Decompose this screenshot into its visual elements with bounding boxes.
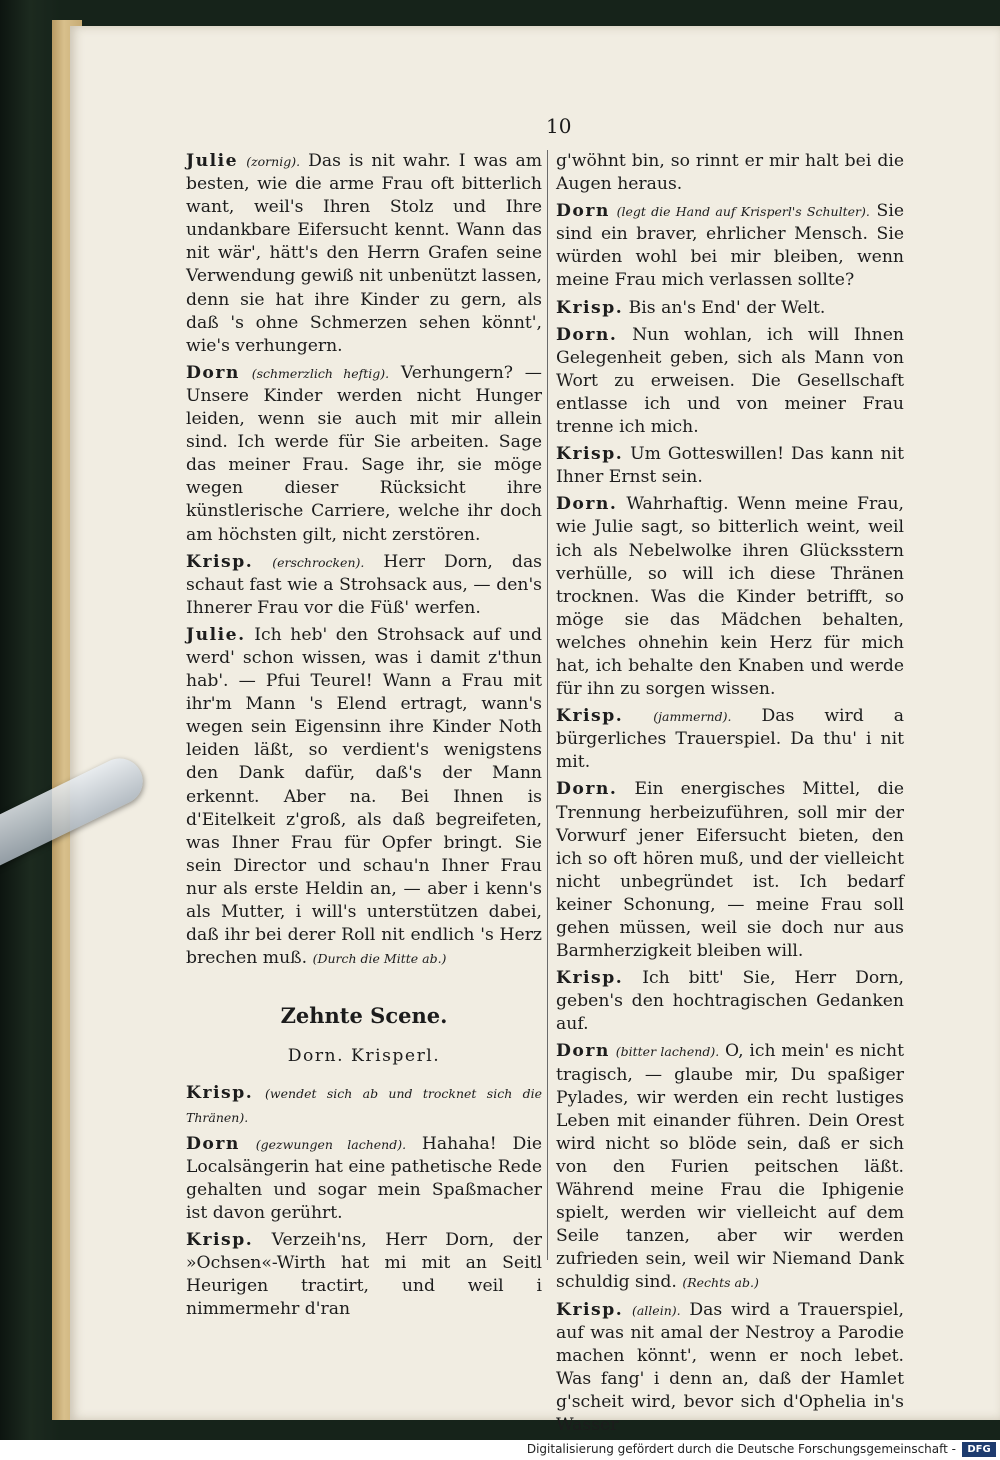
speaker-name: Krisp.	[186, 1083, 254, 1104]
speaker-name: Dorn.	[556, 779, 618, 800]
dfg-logo: DFG	[962, 1442, 996, 1457]
dialogue-text: Verhungern? — Unsere Kinder werden nicht Hunger leiden, wenn sie auch mit mir allein sind. Ich werde für Sie arbeiten. Sage das meiner Frau. Sage ihr, sie möge wegen dieser Rücksicht ihre künstlerische Carriere, welche ihr doch am höchsten gilt, nicht zerstören.	[186, 362, 542, 545]
speaker-name: Julie	[186, 151, 239, 171]
dialogue-paragraph	[186, 1229, 542, 1321]
right-column	[556, 150, 904, 1441]
dialogue-text: Ich heb' den Strohsack auf und werd' schon wissen, was i damit z'thun hab'. — Pfui Teurel! Wann a Frau mit ihr'm Mann 's Elend ertragt, wann's wegen sein Eigensinn ihre Kinder Noth leiden läßt, so verdient's wenigstens den Dank dafür, daß's der Mann erkennt. Aber na. Bei Ihnen is d'Eitelkeit z'groß, als daß begreifeten, was Ihner Frau für Opfer bringt. Sie sein Director und schau'n Ihner Frau nur als erste Heldin an, — aber i kenn's als Mutter, i will's unterstützen dabei, daß ihr bei derer Roll nit endlich 's Herz brechen muß.	[186, 624, 542, 969]
stage-direction: (legt die Hand auf Krisperl's Schulter).	[616, 204, 870, 220]
dialogue-paragraph	[186, 362, 542, 547]
stage-direction: (schmerzlich heftig).	[251, 365, 390, 381]
dialogue-paragraph	[556, 705, 904, 774]
footer-credit: Digitalisierung gefördert durch die Deutsche Forschungsgemeinschaft -	[526, 1442, 956, 1456]
dialogue-text: Um Gotteswillen! Das kann nit Ihner Ernst sein.	[556, 444, 904, 488]
dialogue-text: Bis an's End' der Welt.	[628, 297, 826, 318]
dialogue-text: O, ich mein' es nicht tragisch, — glaube mir, Du spaßiger Pylades, wir werden ein recht lustiges Leben mit einander führen. Dein Orest wird nicht so blöde sein, daß er sich von den Furien peitschen läßt. Während meine Frau die Iphigenie spielt, werden wir vielleicht auf dem Seile tanzen, aber wir werden zufrieden sein, weil wir Niemand Dank schuldig sind.	[556, 1041, 904, 1293]
speaker-name: Krisp.	[556, 706, 624, 727]
speaker-name: Dorn	[556, 1041, 610, 1062]
speaker-name: Krisp.	[556, 1299, 624, 1320]
dialogue-paragraph	[556, 493, 904, 701]
dialogue-text: Das is nit wahr. I was am besten, wie die arme Frau oft bitterlich want, weil's Ihren Stolz und Ihre undankbare Eifersucht kennt. Wann das nit wär', hätt's den Herrn Grafen seine Verwendung gewiß nit unbenützt lassen, denn sie hat ihre Kinder zu gern, als daß 's ohne Schmerzen sehen könnt', wie's verhungern.	[186, 151, 543, 356]
stage-direction: (wendet sich ab und trocknet sich die Thränen).	[186, 1086, 542, 1125]
footer-bar	[0, 1440, 1000, 1460]
dialogue-paragraph	[186, 551, 542, 620]
scene-characters: Dorn. Krisperl.	[287, 1046, 441, 1067]
speaker-name: Dorn.	[556, 324, 618, 345]
dialogue-paragraph	[556, 324, 904, 439]
dialogue-text: Verzeih'ns, Herr Dorn, der »Ochsen«-Wirth hat mi mit an Seitl Heurigen tractirt, und weil i nimmermehr d'ran	[186, 1230, 543, 1320]
dialogue-paragraph	[186, 624, 542, 970]
exit-direction: (Rechts ab.)	[682, 1275, 759, 1291]
dialogue-text: Nun wohlan, ich will Ihnen Gelegenheit geben, sich als Mann von Wort zu erweisen. Die Gesellschaft entlasse ich und von meiner Frau trenne ich mich.	[556, 324, 904, 438]
dialogue-text: Ich bitt' Sie, Herr Dorn, geben's den hochtragischen Gedanken auf.	[556, 968, 904, 1035]
dialogue-paragraph	[556, 150, 904, 196]
speaker-name: Dorn.	[556, 494, 618, 515]
dialogue-paragraph	[556, 297, 904, 320]
dialogue-text: Sie sind ein braver, ehrlicher Mensch. Sie würden wohl bei mir bleiben, wenn meine Frau mich verlassen sollte?	[556, 201, 904, 291]
speaker-name: Dorn	[556, 201, 610, 222]
dialogue-paragraph	[556, 967, 904, 1036]
dialogue-text: g'wöhnt bin, so rinnt er mir halt bei die Augen heraus.	[556, 151, 904, 195]
stage-direction: (jammernd).	[653, 709, 732, 725]
dialogue-text: Das wird a bürgerliches Trauerspiel. Da thu' i nit mit.	[556, 706, 905, 773]
stage-direction: (zornig).	[246, 154, 301, 169]
stage-direction: (erschrocken).	[272, 554, 365, 570]
dialogue-text: Das wird a Trauerspiel, auf was nit amal der Nestroy a Parodie machen könnt', wenn er noch lebet. Was fang' i denn an, daß der Hamlet g'scheit wird, bevor sich d'Ophelia in's Wasser	[556, 1299, 904, 1435]
exit-direction: (Durch die Mitte ab.)	[312, 951, 447, 967]
speaker-name: Krisp.	[186, 1230, 254, 1251]
stage-direction: (allein).	[631, 1302, 681, 1318]
dialogue-paragraph	[556, 778, 904, 963]
dialogue-text: Wahrhaftig. Wenn meine Frau, wie Julie sagt, so bitterlich weint, weil ich als Nebelwolke ihren Glücksstern verhülle, so will ich diese Thränen trocknen. Was die Kinder betrifft, so möge sie das Mädchen behalten, welches ohnehin kein Herz für mich hat, ich behalte den Knaben und werde für ihn zu sorgen wissen.	[556, 494, 904, 700]
dialogue-paragraph	[556, 1299, 904, 1438]
speaker-name: Julie.	[186, 624, 246, 645]
dialogue-paragraph	[186, 1082, 542, 1128]
speaker-name: Dorn	[186, 362, 240, 383]
column-divider	[547, 150, 548, 1260]
speaker-name: Krisp.	[556, 297, 624, 318]
dialogue-paragraph	[556, 200, 904, 292]
speaker-name: Krisp.	[556, 444, 624, 465]
dialogue-paragraph	[186, 150, 542, 358]
dialogue-text: Ein energisches Mittel, die Trennung herbeizuführen, soll mir der Vorwurf jener Eifersucht bieten, den ich so oft hören muß, und der vielleicht nicht unbegründet ist. Ich bedarf keiner Schonung, — meine Frau soll gehen müssen, weil sie doch nur aus Barmherzigkeit bleiben will.	[556, 779, 904, 962]
stage-direction: (bitter lachend).	[615, 1044, 720, 1060]
dialogue-text: Hahaha! Die Localsängerin hat eine pathetische Rede gehalten und sogar mein Spaßmacher ist davon gerührt.	[186, 1133, 542, 1223]
speaker-name: Krisp.	[186, 551, 254, 572]
dialogue-paragraph	[556, 1040, 904, 1294]
stage-direction: (gezwungen lachend).	[255, 1136, 407, 1152]
speaker-name: Krisp.	[556, 968, 624, 989]
scene-title: Zehnte Scene.	[280, 1003, 448, 1029]
dialogue-text: Herr Dorn, das schaut fast wie a Strohsack aus, — den's Ihnerer Frau vor die Füß' werfen.	[186, 551, 543, 618]
dialogue-paragraph	[186, 1133, 542, 1225]
dialogue-paragraph	[556, 443, 904, 489]
left-column	[186, 150, 542, 1325]
speaker-name: Dorn	[186, 1133, 240, 1154]
page-number: 10	[546, 114, 572, 138]
